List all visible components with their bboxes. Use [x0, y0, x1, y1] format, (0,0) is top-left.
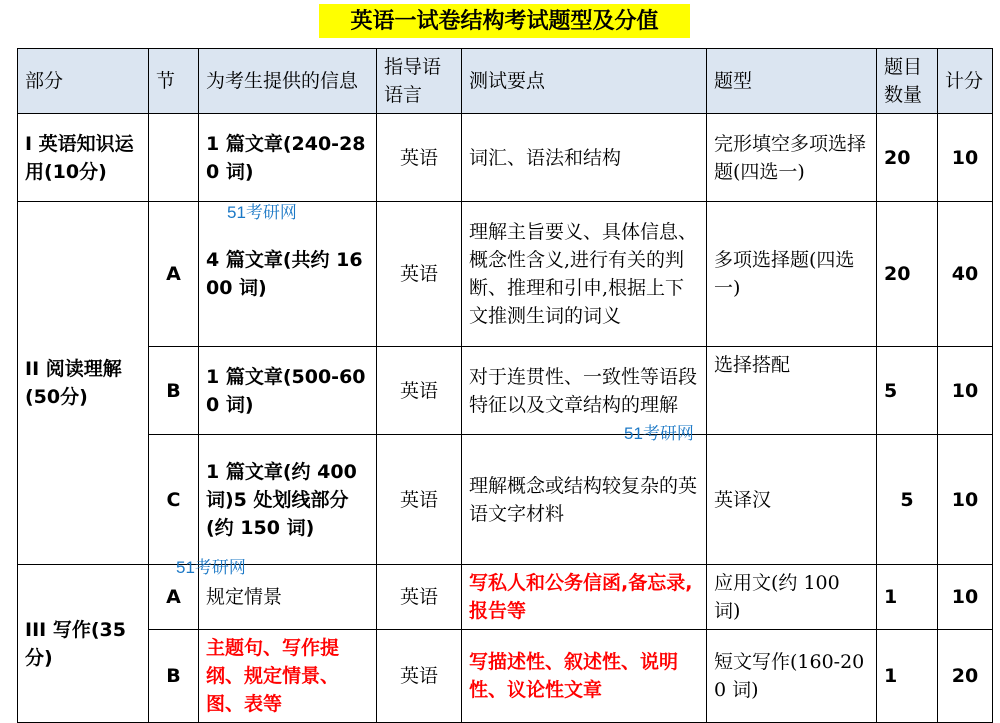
- cell-type: 应用文(约 100 词): [707, 565, 877, 630]
- cell-points: 词汇、语法和结构: [462, 114, 707, 202]
- cell-num: 1: [877, 630, 938, 723]
- page-title: 英语一试卷结构考试题型及分值: [319, 4, 690, 38]
- header-test-points: 测试要点: [462, 49, 707, 114]
- table-row: [18, 114, 993, 202]
- watermark-text: 51考研网: [176, 558, 246, 577]
- cell-score: 10: [938, 435, 993, 565]
- cell-lang: 英语: [377, 630, 462, 723]
- cell-part: I 英语知识运用(10分): [18, 114, 149, 202]
- cell-points: 理解主旨要义、具体信息、概念性含义,进行有关的判断、推理和引申,根据上下文推测生词的词义: [462, 202, 707, 347]
- cell-info: 4 篇文章(共约 1600 词): [199, 202, 377, 347]
- header-section: 节: [149, 49, 199, 114]
- cell-type: 英译汉: [707, 435, 877, 565]
- cell-info: 1 篇文章(240-280 词): [199, 114, 377, 202]
- cell-type: 短文写作(160-200 词): [707, 630, 877, 723]
- cell-lang: 英语: [377, 565, 462, 630]
- cell-score: 20: [938, 630, 993, 723]
- cell-section: C: [149, 435, 199, 565]
- cell-num: 1: [877, 565, 938, 630]
- cell-num: 5: [877, 347, 938, 435]
- table-row: [18, 347, 993, 435]
- cell-score: 10: [938, 565, 993, 630]
- header-instruction-lang: 指导语语言: [377, 49, 462, 114]
- cell-part: II 阅读理解(50分): [18, 202, 149, 565]
- cell-lang: 英语: [377, 202, 462, 347]
- watermark-text: 51考研网: [227, 203, 297, 222]
- cell-part: III 写作(35分): [18, 565, 149, 723]
- cell-points: 写描述性、叙述性、说明性、议论性文章: [462, 630, 707, 723]
- cell-type: 选择搭配: [707, 347, 877, 435]
- table-row: [18, 565, 993, 630]
- table-row: [18, 202, 993, 347]
- cell-info: 主题句、写作提纲、规定情景、图、表等: [199, 630, 377, 723]
- cell-info: 1 篇文章(约 400 词)5 处划线部分(约 150 词): [199, 435, 377, 565]
- cell-section: B: [149, 630, 199, 723]
- cell-score: 10: [938, 114, 993, 202]
- exam-structure-table: [17, 48, 993, 723]
- table-row: [18, 435, 993, 565]
- cell-info: 规定情景: [199, 565, 377, 630]
- cell-type: 多项选择题(四选一): [707, 202, 877, 347]
- cell-lang: 英语: [377, 114, 462, 202]
- header-score: 计分: [938, 49, 993, 114]
- header-part: 部分: [18, 49, 149, 114]
- watermark-text: 51考研网: [624, 424, 694, 443]
- cell-num: 20: [877, 202, 938, 347]
- header-info: 为考生提供的信息: [199, 49, 377, 114]
- cell-lang: 英语: [377, 435, 462, 565]
- table-row: [18, 630, 993, 723]
- table-header-row: [18, 49, 993, 114]
- cell-points: 写私人和公务信函,备忘录,报告等: [462, 565, 707, 630]
- cell-section: [149, 114, 199, 202]
- cell-section: A: [149, 202, 199, 347]
- cell-type: 完形填空多项选择题(四选一): [707, 114, 877, 202]
- cell-score: 40: [938, 202, 993, 347]
- cell-info: 1 篇文章(500-600 词): [199, 347, 377, 435]
- cell-lang: 英语: [377, 347, 462, 435]
- cell-num: 5: [877, 435, 938, 565]
- cell-score: 10: [938, 347, 993, 435]
- header-question-type: 题型: [707, 49, 877, 114]
- cell-section: B: [149, 347, 199, 435]
- cell-points: 对于连贯性、一致性等语段特征以及文章结构的理解: [462, 347, 707, 435]
- cell-num: 20: [877, 114, 938, 202]
- header-num-questions: 题目数量: [877, 49, 938, 114]
- cell-section: A: [149, 565, 199, 630]
- cell-points: 理解概念或结构较复杂的英语文字材料: [462, 435, 707, 565]
